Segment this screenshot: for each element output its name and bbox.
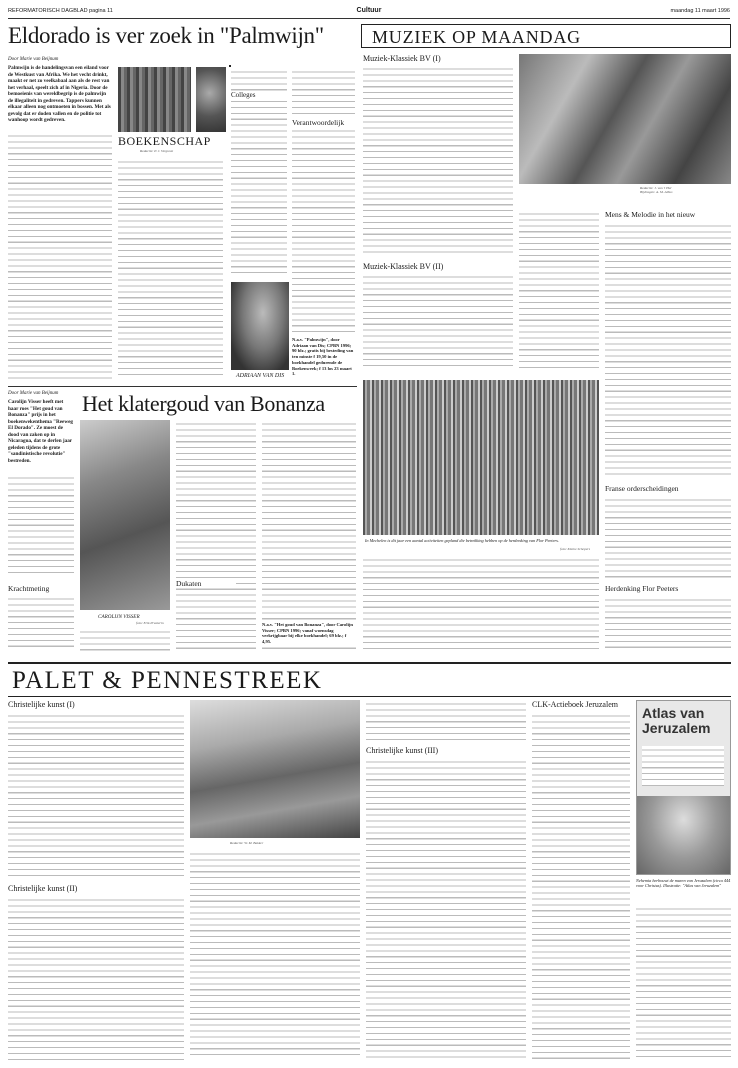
bonanza-column-1b — [8, 595, 74, 651]
bonanza-column-4 — [262, 420, 356, 652]
palet-title: PALET & PENNESTREEK — [12, 667, 323, 694]
organ-caption: In Mechelen is dit jaar een aantal activiteiten gepland die betrekking hebben op de herdenking van Flor Peeters. — [365, 538, 559, 543]
bonanza-column-1 — [8, 474, 74, 574]
eldorado-column-2 — [118, 158, 223, 378]
palet-column-3b — [366, 758, 526, 1060]
muziek-klassiek-2-heading: Muziek-Klassiek BV (II) — [363, 262, 444, 271]
colleges-heading: Colleges — [231, 91, 287, 99]
organ-credit: foto: Kleine Schepers — [560, 547, 591, 551]
krachtmeting-heading: Krachtmeting — [8, 584, 50, 593]
author-photo-top — [196, 67, 226, 132]
divider — [229, 65, 231, 67]
newspaper-page-label: REFORMATORISCH DAGBLAD pagina 11 — [8, 8, 113, 14]
eldorado-lead: Palmwijn is de handelingsvan een eiland voor de Westkust van Afrika. We het vecht drinkt, maakt er net zo veelkabaal aan als de rest van het verhaal, speelt zich af in Nigeria. Door de bemoeienis van wereldbegrip is de palmwijn de illegaliteit in gedreven. Tappers kunnen elkaar alleen nog ontmoeten in bossen. Met als gevolg dat er doden vallen en de politie tot wanhoop wordt gedreven. — [8, 65, 111, 123]
page-header — [8, 6, 730, 19]
mens-melodie-heading: Mens & Melodie in het nieuw — [605, 210, 696, 219]
palet-credit: Redactie: W. M. Bakker — [230, 841, 264, 845]
bonanza-book-note: N.a.v. "Het goud van Bonanza", door Carolijn Visser; CPBN 1996; vanaf woensdag verkrijgbaar bij elke boekhandel; 69 blz.; f 4,95. — [262, 622, 356, 645]
clk-actieboek-heading: CLK-Actieboek Jeruzalem — [532, 700, 618, 709]
eldorado-column-1 — [8, 132, 112, 382]
dukaten-heading: Dukaten — [176, 579, 236, 588]
muziek-column-bottom — [363, 556, 599, 652]
landscape-painting-photo — [190, 700, 360, 838]
muziek-column-1b — [363, 273, 513, 371]
bonanza-column-2 — [80, 628, 170, 652]
eldorado-column-4 — [292, 68, 355, 368]
muziek-banner — [361, 24, 731, 48]
palet-column-5 — [636, 905, 731, 1060]
carolijn-caption: CAROLIJN VISSER — [98, 614, 140, 620]
herdenking-heading: Herdenking Flor Peeters — [605, 584, 679, 593]
carolijn-visser-photo — [80, 420, 170, 610]
bonanza-lead: Carolijn Visser heeft met haar roes "Het goud van Bonanza" prijs in het boekenwekenthema "Reeweg El Dorado". Ze moest de dood van zaken op in Nicaragua, dat te derlen jaar geleden tijdens de grote "sandinistische revolutie" bestreden. — [8, 399, 73, 464]
boekenschap-label: BOEKENSCHAP — [118, 134, 211, 148]
adriaan-caption: ADRIAAN VAN DIS — [236, 373, 285, 379]
eldorado-headline: Eldorado is ver zoek in "Palmwijn" — [8, 23, 324, 48]
atlas-cover-list — [642, 746, 724, 786]
palet-column-1b — [8, 896, 184, 1060]
muziek-title: MUZIEK OP MAANDAG — [372, 27, 581, 47]
boekenschap-credit: Redactie: P. J. Vergunst — [140, 149, 174, 153]
palet-column-3 — [366, 700, 526, 740]
muziek-column-2 — [519, 210, 599, 370]
muziek-column-3 — [605, 222, 731, 477]
bonanza-headline: Het klatergoud van Bonanza — [82, 391, 325, 416]
eldorado-column-3 — [231, 68, 287, 278]
issue-date: maandag 11 maart 1996 — [670, 8, 730, 14]
christelijke-kunst-1-heading: Christelijke kunst (I) — [8, 700, 75, 709]
eldorado-byline: Door Marie van Beijnum — [8, 57, 59, 62]
adriaan-van-dis-photo — [231, 282, 289, 370]
muziek-klassiek-1-heading: Muziek-Klassiek BV (I) — [363, 54, 441, 63]
carolijn-credit: foto: Erik Prasterin — [136, 621, 164, 625]
verantwoordelijk-heading: Verantwoordelijk — [292, 118, 355, 127]
franse-heading: Franse orderscheidingen — [605, 484, 679, 493]
palet-column-1 — [8, 712, 184, 877]
muziek-column-1 — [363, 65, 513, 257]
organ-photo — [519, 54, 731, 184]
section-name: Cultuur — [356, 7, 382, 14]
muziek-credit: Redactie: J. van 't Hul Bijdragen: A. M. Albus — [640, 186, 673, 194]
palet-column-4 — [532, 712, 630, 1060]
palmwijn-book-note: N.a.v. "Palmwijn", door Adriaan van Dis; CPBN 1996; 90 blz.; gratis bij besteding van ten minste f 19,50 in de boekhandel gedurende de Boekenweek; f 13 los 23 maart 1. — [292, 337, 354, 377]
christelijke-kunst-3-heading: Christelijke kunst (III) — [366, 746, 438, 755]
muziek-column-3b — [605, 496, 731, 578]
atlas-cover-title: Atlas van Jeruzalem — [642, 705, 711, 736]
flor-peeters-organ-photo — [363, 380, 599, 535]
bonanza-byline: Door Marie van Beijnum — [8, 391, 59, 396]
palet-banner — [8, 662, 731, 697]
bonanza-column-3 — [176, 420, 256, 652]
muziek-column-3c — [605, 596, 731, 652]
atlas-cover-illustration — [637, 796, 730, 874]
divider — [8, 386, 357, 387]
atlas-van-jeruzalem-cover — [636, 700, 731, 875]
bookshelf-photo — [118, 67, 191, 132]
christelijke-kunst-2-heading: Christelijke kunst (II) — [8, 884, 78, 893]
palet-column-2 — [190, 850, 360, 1060]
atlas-caption: Nehemia herbouwt de muren van Jeruzalem (circa 444 voor Christus). Illustratie: "Atlas van Jeruzalem" — [636, 878, 731, 889]
